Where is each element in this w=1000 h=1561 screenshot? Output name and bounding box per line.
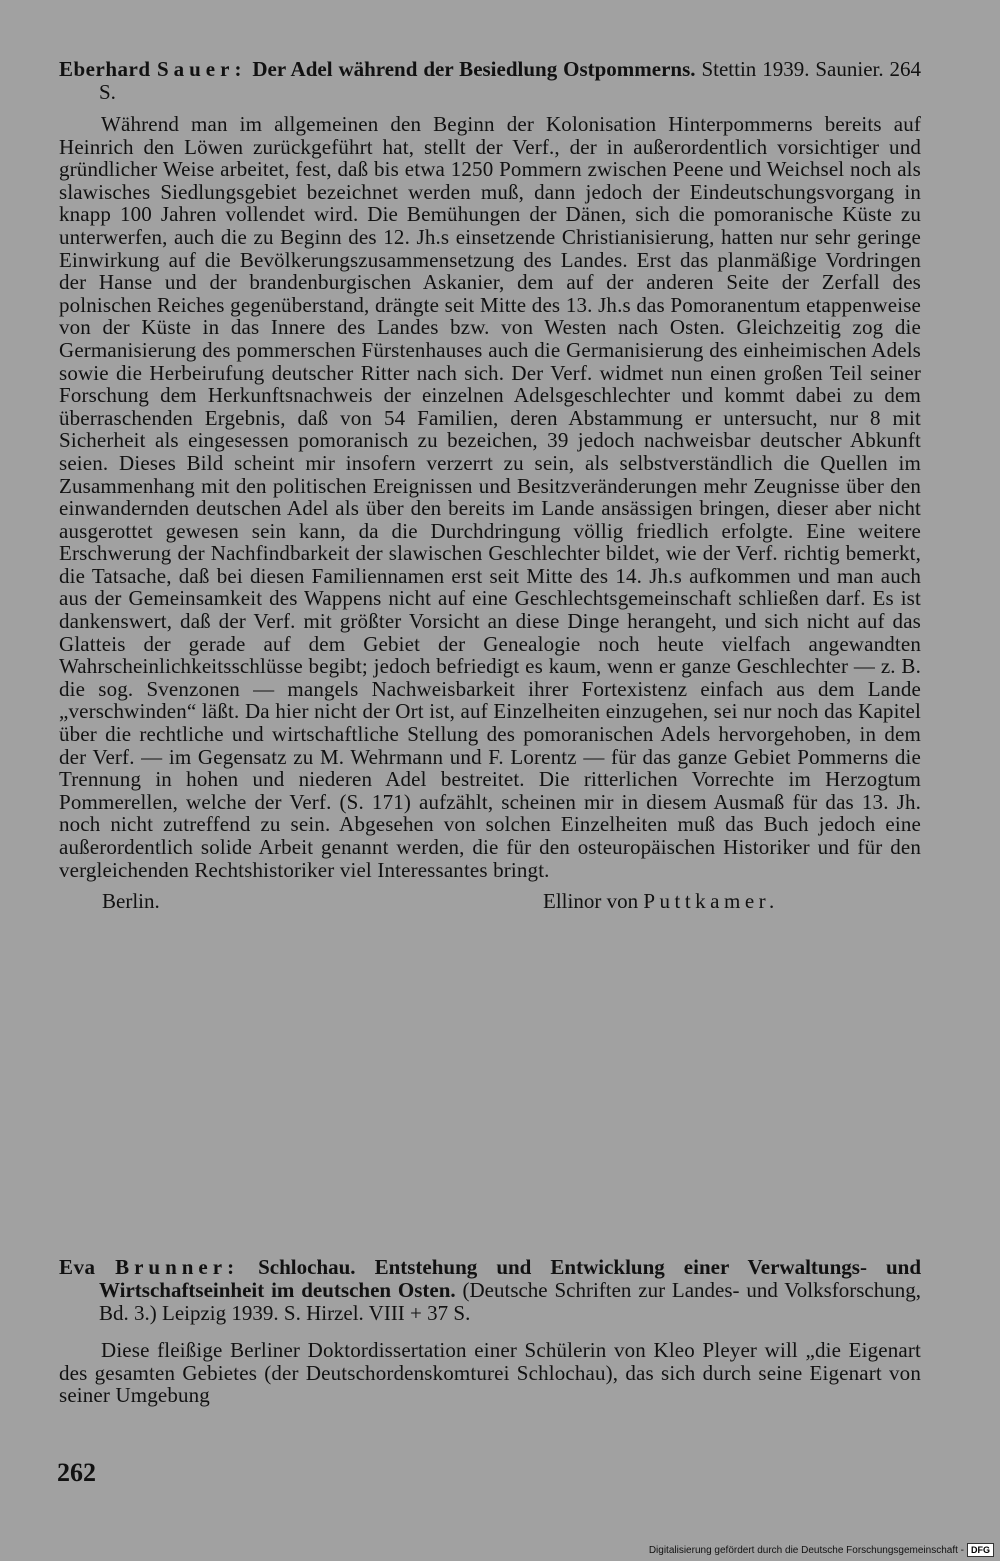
dfg-logo: DFG [967, 1543, 994, 1557]
review-body: Während man im allgemeinen den Beginn der Kolonisation Hinterpommerns bereits auf Heinrich den Löwen zurückgeführt hat, stellt der Verf., der in außerordentlich vorsichtiger und gründlicher Weise arbeitet, fest, daß bis etwa 1250 Pommern zwischen Peene und Weichsel noch als slawisches Siedlungsgebiet bezeichnet werden muß, dann jedoch der Eindeutschungsvorgang in knapp 100 Jahren vollendet wird. Die Bemühungen der Dänen, sich die pomoranische Küste zu unterwerfen, auch die zu Beginn des 12. Jh.s einsetzende Christianisierung, hatten nur sehr geringe Einwirkung auf die Bevölkerungszusammensetzung des Landes. Erst das planmäßige Vordringen der Hanse und der brandenburgischen Askanier, dem auf der anderen Seite der Zerfall des polnischen Reiches gegenüberstand, drängte seit Mitte des 13. Jh.s das Pomoranentum etappenweise von der Küste in das Innere des Landes bzw. von Westen nach Osten. Gleichzeitig zog die Germanisierung des pommerschen Fürstenhauses auch die Germanisierung des einheimischen Adels sowie die Herbeirufung deutscher Ritter nach sich. Der Verf. widmet nun einen großen Teil seiner Forschung dem Herkunftsnachweis der einzelnen Adelsgeschlechter und kommt dabei zu dem überraschenden Ergebnis, daß von 54 Familien, deren Abstammung er untersucht, nur 8 mit Sicherheit als eingesessen pomoranisch zu bezeichen, 39 jedoch nachweisbar deutscher Abkunft seien. Dieses Bild scheint mir insofern verzerrt zu sein, als selbstverständlich die Quellen im Zusammenhang mit den politischen Ereignissen und Besitzveränderungen mehr Zeugnisse über den einwandernden deutschen Adel als über den bereits im Lande ansässigen bringen, dieser aber nicht ausgerottet gewesen sein kann, da die Durchdringung völlig friedlich erfolgte. Eine weitere Erschwerung der Nachfindbarkeit der slawischen Geschlechter bildet, wie der Verf. richtig bemerkt, die Tatsache, daß bei diesen Familiennamen erst seit Mitte des 14. Jh.s aufkommen und man auch aus der Gemeinsamkeit des Wappens nicht auf eine Geschlechtsgemeinschaft schließen darf. Es ist dankenswert, daß der Verf. mit größter Vorsicht an diese Dinge herangeht, und sich nicht auf das Glatteis der gerade auf dem Gebiet der Genealogie noch heute vielfach angewandten Wahrscheinlichkeitsschlüsse begibt; jedoch befriedigt es kaum, wenn er ganze Geschlechter — z. B. die sog. Svenzonen — mangels Nachweisbarkeit ihrer Fortexistenz einfach aus dem Lande „verschwinden“ läßt. Da hier nicht der Ort ist, auf Einzelheiten einzugehen, sei nur noch das Kapitel über die rechtliche und wirtschaftliche Stellung des pomoranischen Adels hervorgehoben, in dem der Verf. — im Gegensatz zu M. Wehrmann und F. Lorentz — für das ganze Gebiet Pommerns die Trennung in hohen und niederen Adel bestreitet. Die ritterlichen Vorrechte im Herzogtum Pommerellen, welche der Verf. (S. 171) aufzählt, scheinen mir in diesem Ausmaß für das 13. Jh. noch nicht zutreffend zu sein. Abgesehen von solchen Einzelheiten muß das Buch jedoch eine außerordentlich solide Arbeit genannt werden, die für den osteuropäischen Historiker und für den vergleichenden Rechtshistoriker viel Interessantes bringt. [59, 112, 921, 882]
publication-info: Stettin 1939. Saunier. 264 S. [99, 57, 922, 104]
review-brunner [59, 1256, 921, 1407]
author-name: Eva Brunner: [59, 1255, 240, 1279]
signature-city: Berlin. [102, 889, 160, 914]
book-title: Der Adel während der Besiedlung Ostpommerns. [252, 57, 696, 81]
review-signature [59, 889, 921, 915]
review-body: Diese fleißige Berliner Doktordissertation einer Schülerin von Kleo Pleyer will „die Eigenart des gesamten Gebietes (der Deutschordenskomturei Schlochau), das sich durch seine Eigenart von seiner Umgebung [59, 1338, 921, 1408]
digitization-footer [649, 1543, 994, 1557]
review-heading [59, 58, 921, 104]
publication-info: (Deutsche Schriften zur Landes- und Volksforschung, Bd. 3.) Leipzig 1939. S. Hirzel. VIII + 37 S. [99, 1278, 922, 1325]
signature-name: Ellinor von Puttkamer. [543, 889, 779, 914]
review-sauer [59, 58, 921, 915]
book-title: Schlochau. Entstehung und Entwicklung einer Verwaltungs- und Wirtschaftseinheit im deutschen Osten. [99, 1255, 922, 1302]
author-name: Eberhard Sauer: [59, 57, 247, 81]
page-number: 262 [57, 1458, 96, 1487]
footer-text: Digitalisierung gefördert durch die Deutsche Forschungsgemeinschaft - [648, 1544, 964, 1556]
review-heading [59, 1256, 921, 1325]
